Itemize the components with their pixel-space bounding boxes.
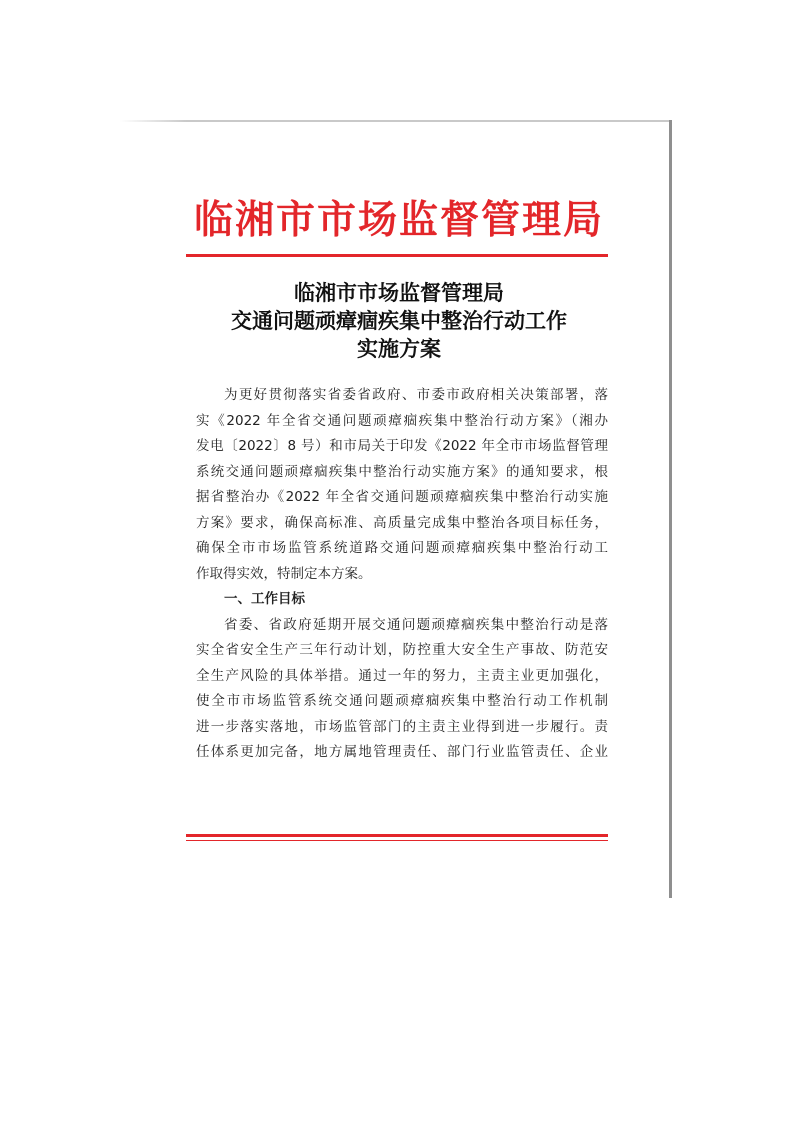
body-line: 作取得实效，特制定本方案。 xyxy=(196,565,372,582)
body-line: 实全省安全生产三年行动计划，防控重大安全生产事故、防范安 xyxy=(196,642,608,658)
scan-page-top-edge xyxy=(120,120,672,122)
document-title xyxy=(188,279,610,363)
document-title-line-1: 临湘市市场监督管理局 xyxy=(294,280,504,305)
scan-page-right-edge xyxy=(669,120,672,898)
document-title-line-3: 实施方案 xyxy=(357,336,441,361)
body-line: 任体系更加完备，地方属地管理责任、部门行业监管责任、企业 xyxy=(196,744,608,760)
body-line: 使全市市场监管系统交通问题顽瘴痼疾集中整治行动工作机制 xyxy=(196,693,608,709)
document-title-line-2: 交通问题顽瘴痼疾集中整治行动工作 xyxy=(231,308,567,333)
body-line: 发电〔2022〕8 号）和市局关于印发《2022 年全市市场监督管理 xyxy=(196,438,608,454)
body-line: 为更好贯彻落实省委省政府、市委市政府相关决策部署，落 xyxy=(224,387,608,403)
section-heading-work-goals: 一、工作目标 xyxy=(224,591,305,607)
body-line: 进一步落实落地，市场监管部门的主责主业得到进一步履行。责 xyxy=(196,718,608,735)
body-line: 全生产风险的具体举措。通过一年的努力，主责主业更加强化， xyxy=(196,667,608,684)
footer-red-rule-thin xyxy=(186,840,608,841)
footer-red-rule-thick xyxy=(186,834,608,837)
document-body xyxy=(196,383,608,766)
agency-letterhead: 临湘市市场监督管理局 xyxy=(193,198,604,243)
letterhead-red-rule xyxy=(186,254,608,257)
body-line: 省委、省政府延期开展交通问题顽瘴痼疾集中整治行动是落 xyxy=(224,616,608,633)
body-line: 方案》要求，确保高标准、高质量完成集中整治各项目标任务， xyxy=(196,514,608,531)
body-line: 确保全市市场监管系统道路交通问题顽瘴痼疾集中整治行动工 xyxy=(196,540,608,556)
body-line: 系统交通问题顽瘴痼疾集中整治行动实施方案》的通知要求，根 xyxy=(196,463,608,480)
body-line: 据省整治办《2022 年全省交通问题顽瘴痼疾集中整治行动实施 xyxy=(196,489,608,505)
body-line: 实《2022 年全省交通问题顽瘴痼疾集中整治行动方案》（湘办 xyxy=(196,412,608,429)
